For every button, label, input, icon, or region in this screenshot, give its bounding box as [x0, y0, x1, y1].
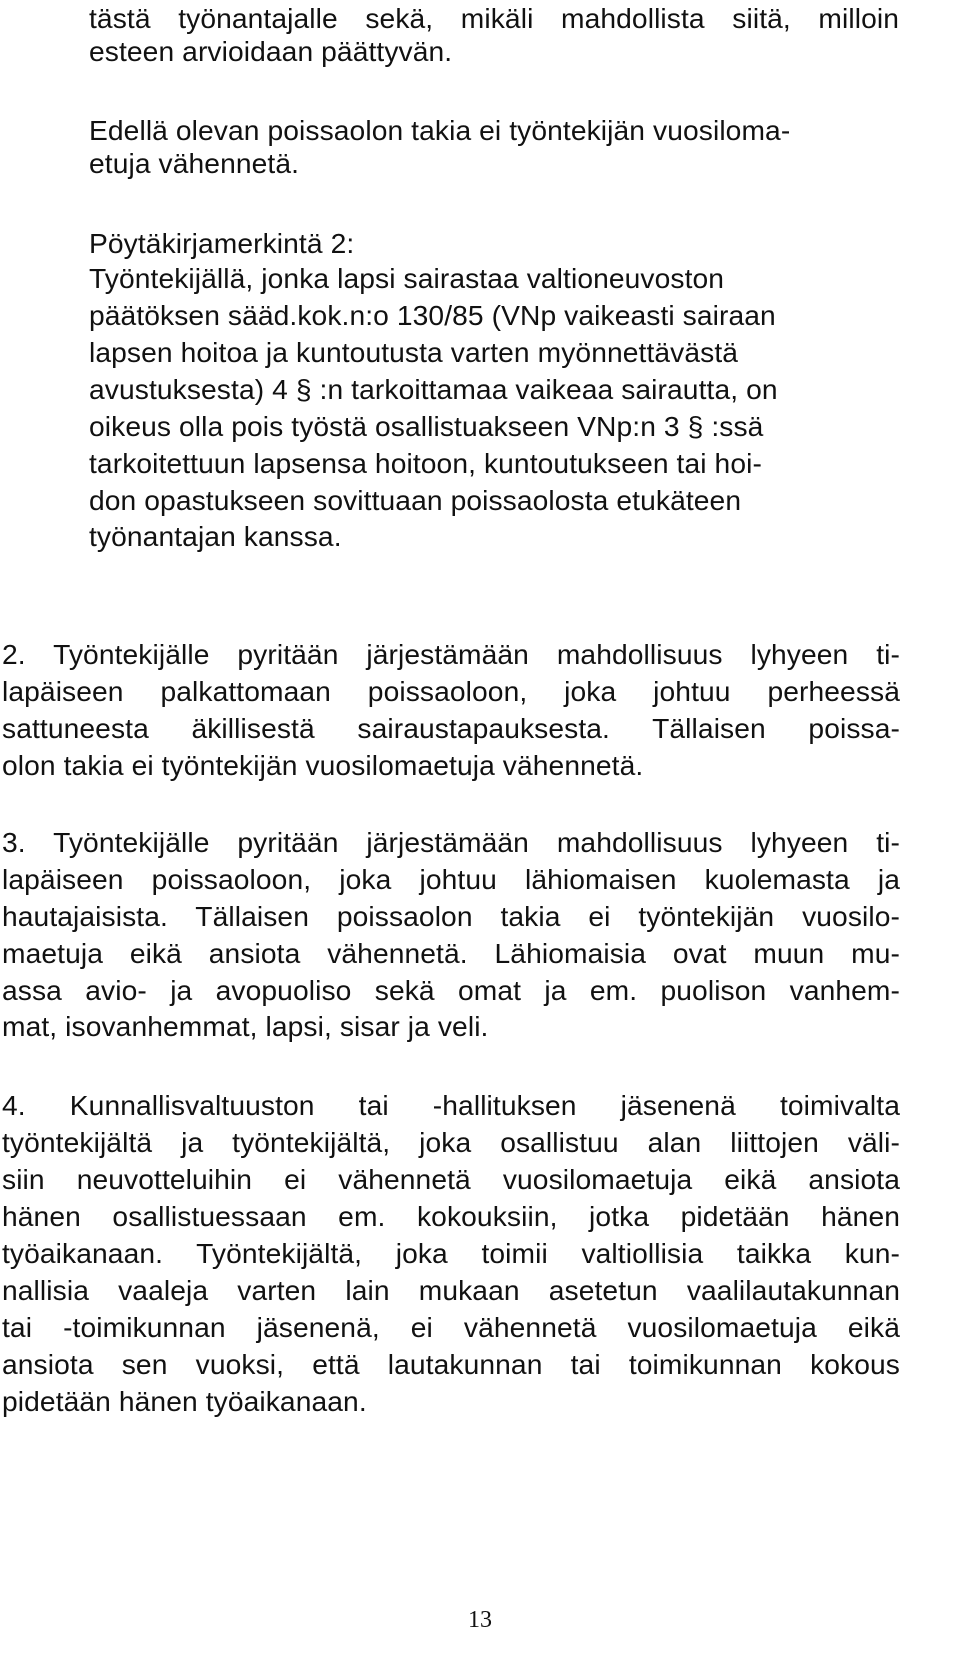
text-line: tai -toimikunnan jäsenenä, ei vähennetä vuosilomaetuja eikä — [2, 1311, 900, 1343]
text-line: avustuksesta) 4 § :n tarkoittamaa vaikeaa sairautta, on — [89, 373, 778, 405]
text-line: olon takia ei työntekijän vuosilomaetuja vähennetä. — [2, 749, 644, 781]
text-line: siin neuvotteluihin ei vähennetä vuosilomaetuja eikä ansiota — [2, 1163, 900, 1195]
text-line: esteen arvioidaan päättyvän. — [89, 35, 453, 67]
text-line: oikeus olla pois työstä osallistuakseen VNp:n 3 § :ssä — [89, 410, 764, 442]
page-number: 13 — [468, 1607, 492, 1633]
text-line: nallisia vaaleja varten lain mukaan asetetun vaalilautakunnan — [2, 1274, 900, 1306]
text-line: hautajaisista. Tällaisen poissaolon takia ei työntekijän vuosilo- — [2, 900, 900, 932]
text-line: pidetään hänen työaikanaan. — [2, 1385, 367, 1417]
text-line: Työntekijällä, jonka lapsi sairastaa valtioneuvoston — [89, 262, 725, 294]
text-line: 2. Työntekijälle pyritään järjestämään mahdollisuus lyhyeen ti- — [2, 638, 900, 670]
text-line: assa avio- ja avopuoliso sekä omat ja em. puolison vanhem- — [2, 974, 900, 1006]
text-line: työnantajan kanssa. — [89, 520, 342, 552]
text-line: Edellä olevan poissaolon takia ei työntekijän vuosiloma- — [89, 114, 791, 146]
text-line: etuja vähennetä. — [89, 147, 300, 179]
text-line: lapäiseen palkattomaan poissaoloon, joka johtuu perheessä — [2, 675, 900, 707]
text-line: sattuneesta äkillisestä sairaustapauksesta. Tällaisen poissa- — [2, 712, 900, 744]
text-line: don opastukseen sovittuaan poissaolosta etukäteen — [89, 484, 742, 516]
text-line: hänen osallistuessaan em. kokouksiin, jotka pidetään hänen — [2, 1200, 900, 1232]
text-line: ansiota sen vuoksi, että lautakunnan tai toimikunnan kokous — [2, 1348, 900, 1380]
text-line: 4. Kunnallisvaltuuston tai -hallituksen jäsenenä toimivalta — [2, 1089, 900, 1121]
text-line: päätöksen sääd.kok.n:o 130/85 (VNp vaikeasti sairaan — [89, 299, 776, 331]
text-line: maetuja eikä ansiota vähennetä. Lähiomaisia ovat muun mu- — [2, 937, 900, 969]
text-line: työaikanaan. Työntekijältä, joka toimii valtiollisia taikka kun- — [2, 1237, 900, 1269]
text-line: Pöytäkirjamerkintä 2: — [89, 227, 355, 259]
text-line: lapsen hoitoa ja kuntoutusta varten myönnettävästä — [89, 336, 739, 368]
text-line: 3. Työntekijälle pyritään järjestämään mahdollisuus lyhyeen ti- — [2, 826, 900, 858]
text-line: tästä työnantajalle sekä, mikäli mahdollista siitä, milloin — [89, 2, 899, 34]
text-line: tarkoitettuun lapsensa hoitoon, kuntoutukseen tai hoi- — [89, 447, 762, 479]
text-line: mat, isovanhemmat, lapsi, sisar ja veli. — [2, 1010, 489, 1042]
text-line: lapäiseen poissaoloon, joka johtuu lähiomaisen kuolemasta ja — [2, 863, 900, 895]
text-line: työntekijältä ja työntekijältä, joka osallistuu alan liittojen väli- — [2, 1126, 900, 1158]
